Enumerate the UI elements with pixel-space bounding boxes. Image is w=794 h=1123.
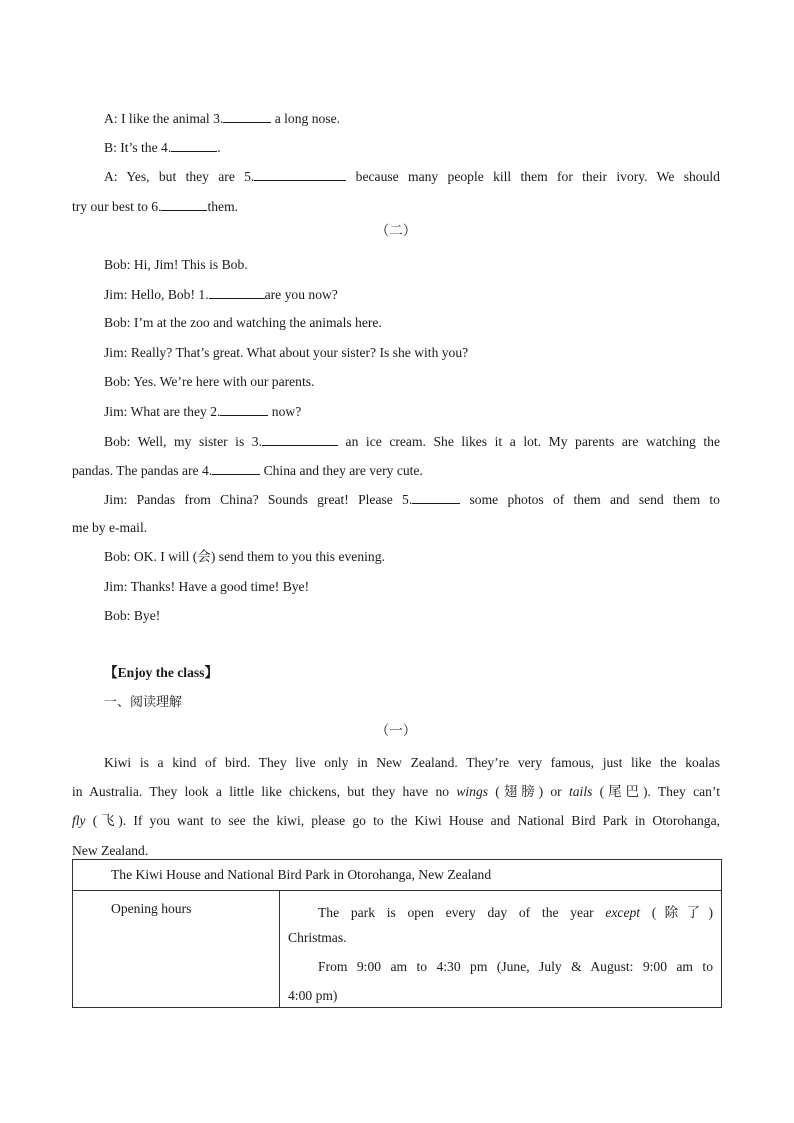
table-text: (除了) (640, 905, 713, 920)
blank-6[interactable] (161, 198, 207, 211)
table-text-line (318, 901, 713, 921)
table-text-line: 4:00 pm) (288, 988, 338, 1003)
dialogue-text: Jim: What are they 2. (104, 404, 221, 419)
passage-line (72, 784, 720, 800)
dialogue-line: Bob: Hi, Jim! This is Bob. (104, 257, 248, 272)
dialogue-line (104, 433, 720, 450)
passage-text: (翅膀) or (488, 784, 569, 799)
passage-text: (尾巴). They can’t (592, 784, 720, 799)
dialogue-text: B: It’s the 4. (104, 140, 172, 155)
dialogue-line (104, 403, 720, 420)
table-label: Opening hours (111, 901, 192, 916)
dialogue-line: Bob: Bye! (104, 608, 161, 623)
dialogue-line (104, 286, 720, 303)
table-text: The park is open every day of the year (318, 905, 606, 920)
enjoy-heading: 【Enjoy the class】 (104, 665, 219, 680)
dialogue-text: now? (268, 404, 302, 419)
blank-5[interactable] (254, 168, 346, 181)
dialogue-line: me by e-mail. (72, 520, 148, 535)
dialogue-text: try our best to 6. (72, 199, 162, 214)
dialogue-line (72, 462, 720, 479)
dialogue-text: Bob: Well, my sister is 3. (104, 434, 262, 449)
park-info-table (72, 859, 722, 1008)
dialogue-line: Jim: Thanks! Have a good time! Bye! (104, 579, 310, 594)
passage-text: (飞). If you want to see the kiwi, please go to the Kiwi House and National Bird Park in Otorohanga, (85, 813, 720, 828)
dialogue-line (104, 110, 720, 127)
dialogue-text: some photos of them and send them to (460, 492, 720, 507)
dialogue-line (104, 168, 720, 185)
passage-line: Kiwi is a kind of bird. They live only in New Zealand. They’re very famous, just like the koalas (104, 755, 720, 770)
dialogue-line (104, 139, 720, 156)
passage-text: tails (568, 784, 593, 799)
blank-3[interactable] (223, 110, 271, 123)
dialogue-text: because many people kill them for their ivory. We should (346, 169, 720, 184)
dialogue-text: Jim: Pandas from China? Sounds great! Please 5. (104, 492, 413, 507)
passage-text: in Australia. They look a little like chickens, but they have no (72, 784, 457, 799)
section-heading-2: （二） (375, 223, 417, 238)
dialogue-text: an ice cream. She likes it a lot. My parents are watching the (338, 434, 720, 449)
dialogue-text: A: Yes, but they are 5. (104, 169, 255, 184)
dialogue-text: China and they are very cute. (260, 463, 423, 478)
blank-5[interactable] (412, 491, 460, 504)
dialogue-text: A: I like the animal 3. (104, 111, 224, 126)
dialogue-text: pandas. The pandas are 4. (72, 463, 213, 478)
table-text-line: Christmas. (288, 930, 347, 945)
dialogue-line (72, 198, 720, 215)
table-value-cell (280, 891, 722, 1008)
blank-1[interactable] (209, 286, 265, 299)
table-text: except (605, 905, 641, 920)
table-label-cell (73, 891, 280, 1008)
blank-3[interactable] (262, 433, 338, 446)
passage-line: New Zealand. (72, 843, 149, 858)
dialogue-line: Jim: Really? That’s great. What about your sister? Is she with you? (104, 345, 469, 360)
dialogue-text: them. (207, 199, 239, 214)
blank-4[interactable] (171, 139, 217, 152)
blank-2[interactable] (220, 403, 268, 416)
passage-line (72, 813, 720, 829)
dialogue-text: . (217, 140, 221, 155)
dialogue-text: Jim: Hello, Bob! 1. (104, 287, 209, 302)
blank-4[interactable] (212, 462, 260, 475)
dialogue-text: are you now? (264, 287, 338, 302)
passage-text: fly (72, 813, 86, 828)
passage-text: wings (456, 784, 489, 799)
reading-heading: 一、阅读理解 (104, 695, 183, 710)
dialogue-line: Bob: Yes. We’re here with our parents. (104, 374, 315, 389)
dialogue-line: Bob: OK. I will (会) send them to you this evening. (104, 549, 385, 564)
dialogue-text: a long nose. (271, 111, 341, 126)
table-header: The Kiwi House and National Bird Park in Otorohanga, New Zealand (73, 860, 722, 891)
section-heading-1: （一） (375, 723, 417, 738)
dialogue-line: Bob: I’m at the zoo and watching the animals here. (104, 315, 382, 330)
dialogue-line (104, 491, 720, 508)
table-text-line: From 9:00 am to 4:30 pm (June, July & August: 9:00 am to (318, 959, 713, 974)
